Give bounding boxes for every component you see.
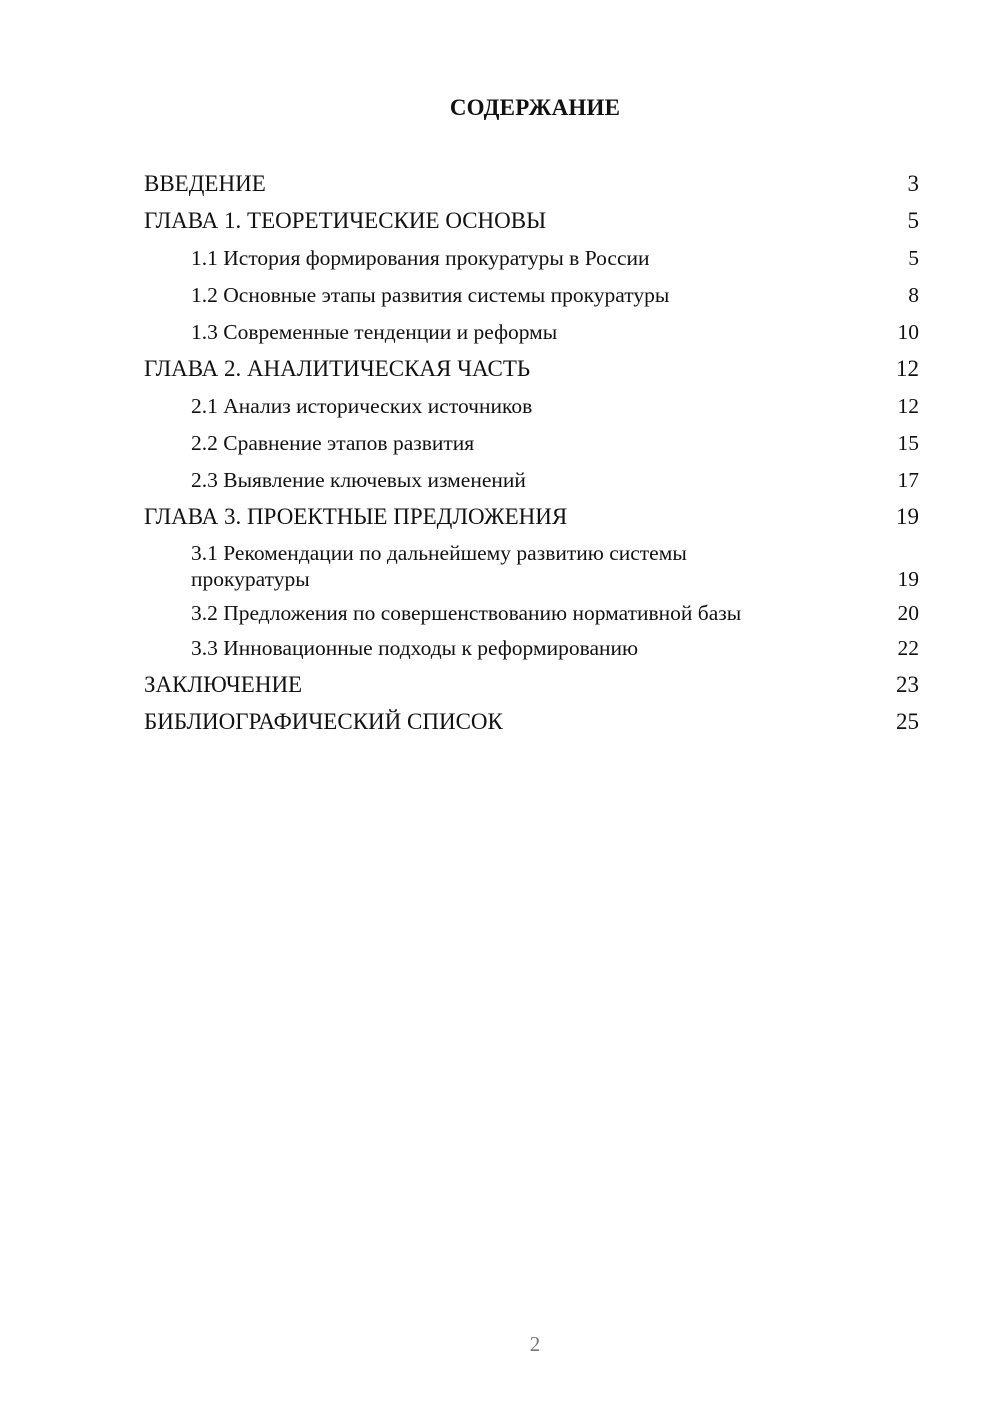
toc-entry-section-2-2[interactable] <box>144 425 919 462</box>
toc-entry-introduction[interactable] <box>144 166 919 203</box>
page-number: 2 <box>529 1332 541 1356</box>
toc-entry-label: ЗАКЛЮЧЕНИЕ <box>144 672 303 697</box>
toc-entry-label: 1.2 Основные этапы развития системы прокуратуры <box>191 283 670 307</box>
toc-entry-page: 12 <box>896 356 919 381</box>
toc-entry-page: 15 <box>897 431 919 455</box>
toc-entry-section-2-3[interactable] <box>144 462 919 499</box>
toc-entry-conclusion[interactable] <box>144 667 919 704</box>
toc-entry-chapter-3[interactable] <box>144 499 919 536</box>
toc-entry-label: 3.1 Рекомендации по дальнейшему развитию системы прокуратуры <box>191 541 687 591</box>
toc-entry-label: 3.2 Предложения по совершенствованию нормативной базы <box>191 601 742 625</box>
toc-entry-label: 2.3 Выявление ключевых изменений <box>191 468 526 492</box>
toc-entry-page: 12 <box>897 394 919 418</box>
toc-entry-page: 19 <box>896 504 919 529</box>
toc-entry-page: 19 <box>897 567 919 591</box>
toc-entry-page: 17 <box>897 468 919 492</box>
toc-entry-section-1-1[interactable] <box>144 240 919 277</box>
toc-entry-page: 5 <box>907 208 919 233</box>
toc-entry-page: 5 <box>908 246 919 270</box>
toc-entry-label: 2.2 Сравнение этапов развития <box>191 431 475 455</box>
toc-entry-label: ГЛАВА 1. ТЕОРЕТИЧЕСКИЕ ОСНОВЫ <box>144 208 547 233</box>
toc-entry-label: ГЛАВА 3. ПРОЕКТНЫЕ ПРЕДЛОЖЕНИЯ <box>144 504 568 529</box>
toc-entry-label: ГЛАВА 2. АНАЛИТИЧЕСКАЯ ЧАСТЬ <box>144 356 531 381</box>
toc-entry-label: 3.3 Инновационные подходы к реформированию <box>191 636 639 660</box>
toc-entry-chapter-2[interactable] <box>144 351 919 388</box>
table-of-contents <box>144 166 919 741</box>
toc-entry-label: 2.1 Анализ исторических источников <box>191 394 533 418</box>
toc-entry-label: 1.3 Современные тенденции и реформы <box>191 320 558 344</box>
toc-title: СОДЕРЖАНИЕ <box>449 95 621 120</box>
toc-entry-section-3-3[interactable] <box>144 630 919 667</box>
toc-entry-section-3-1[interactable] <box>144 536 919 596</box>
toc-entry-page: 8 <box>908 283 919 307</box>
toc-entry-page: 3 <box>907 171 919 196</box>
toc-entry-label: 1.1 История формирования прокуратуры в России <box>191 246 650 270</box>
toc-entry-section-2-1[interactable] <box>144 388 919 425</box>
toc-entry-section-1-3[interactable] <box>144 314 919 351</box>
toc-entry-section-1-2[interactable] <box>144 277 919 314</box>
toc-entry-page: 25 <box>896 709 919 734</box>
toc-entry-label: БИБЛИОГРАФИЧЕСКИЙ СПИСОК <box>144 709 503 734</box>
toc-entry-page: 23 <box>896 672 919 697</box>
toc-entry-label: ВВЕДЕНИЕ <box>144 171 266 196</box>
toc-entry-page: 10 <box>897 320 919 344</box>
toc-entry-bibliography[interactable] <box>144 704 919 741</box>
toc-entry-chapter-1[interactable] <box>144 203 919 240</box>
toc-entry-page: 22 <box>897 636 919 660</box>
toc-entry-section-3-2[interactable] <box>144 596 919 630</box>
toc-entry-page: 20 <box>897 601 919 625</box>
